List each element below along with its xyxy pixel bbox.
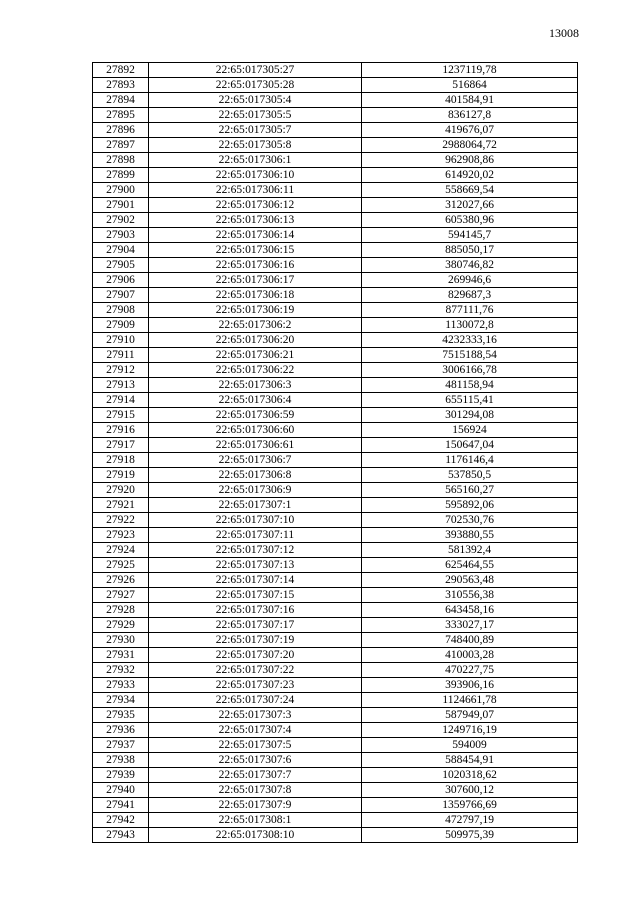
cadastral-number-cell: 22:65:017307:6 bbox=[149, 753, 362, 768]
cadastral-number-cell: 22:65:017307:11 bbox=[149, 528, 362, 543]
cadastral-value-cell: 312027,66 bbox=[362, 198, 578, 213]
row-number-cell: 27894 bbox=[93, 93, 149, 108]
cadastral-number-cell: 22:65:017307:20 bbox=[149, 648, 362, 663]
table-row bbox=[93, 273, 578, 288]
row-number-cell: 27928 bbox=[93, 603, 149, 618]
cadastral-number-cell: 22:65:017306:13 bbox=[149, 213, 362, 228]
cadastral-number-cell: 22:65:017306:59 bbox=[149, 408, 362, 423]
cadastral-number-cell: 22:65:017307:4 bbox=[149, 723, 362, 738]
row-number-cell: 27935 bbox=[93, 708, 149, 723]
row-number-cell: 27916 bbox=[93, 423, 149, 438]
cadastral-number-cell: 22:65:017307:22 bbox=[149, 663, 362, 678]
cadastral-number-cell: 22:65:017305:28 bbox=[149, 78, 362, 93]
cadastral-number-cell: 22:65:017306:8 bbox=[149, 468, 362, 483]
table-row bbox=[93, 573, 578, 588]
cadastral-value-cell: 1359766,69 bbox=[362, 798, 578, 813]
table-row bbox=[93, 168, 578, 183]
row-number-cell: 27943 bbox=[93, 828, 149, 843]
cadastral-value-cell: 605380,96 bbox=[362, 213, 578, 228]
cadastral-number-cell: 22:65:017305:4 bbox=[149, 93, 362, 108]
cadastral-value-cell: 595892,06 bbox=[362, 498, 578, 513]
row-number-cell: 27901 bbox=[93, 198, 149, 213]
cadastral-value-cell: 470227,75 bbox=[362, 663, 578, 678]
table-row bbox=[93, 603, 578, 618]
table-row bbox=[93, 393, 578, 408]
cadastral-value-cell: 509975,39 bbox=[362, 828, 578, 843]
table-row bbox=[93, 453, 578, 468]
table-row bbox=[93, 348, 578, 363]
cadastral-number-cell: 22:65:017306:2 bbox=[149, 318, 362, 333]
row-number-cell: 27917 bbox=[93, 438, 149, 453]
table-row bbox=[93, 738, 578, 753]
table-row bbox=[93, 768, 578, 783]
table-row bbox=[93, 618, 578, 633]
table-row bbox=[93, 138, 578, 153]
cadastral-value-cell: 1176146,4 bbox=[362, 453, 578, 468]
cadastral-value-cell: 702530,76 bbox=[362, 513, 578, 528]
table-row bbox=[93, 93, 578, 108]
table-row bbox=[93, 783, 578, 798]
cadastral-number-cell: 22:65:017307:7 bbox=[149, 768, 362, 783]
page-number: 13008 bbox=[549, 26, 579, 40]
row-number-cell: 27926 bbox=[93, 573, 149, 588]
cadastral-value-cell: 836127,8 bbox=[362, 108, 578, 123]
table-row bbox=[93, 243, 578, 258]
row-number-cell: 27892 bbox=[93, 63, 149, 78]
cadastral-value-cell: 614920,02 bbox=[362, 168, 578, 183]
cadastral-number-cell: 22:65:017306:18 bbox=[149, 288, 362, 303]
cadastral-value-cell: 7515188,54 bbox=[362, 348, 578, 363]
row-number-cell: 27914 bbox=[93, 393, 149, 408]
table-body bbox=[93, 63, 578, 843]
cadastral-number-cell: 22:65:017307:8 bbox=[149, 783, 362, 798]
row-number-cell: 27915 bbox=[93, 408, 149, 423]
table-row bbox=[93, 318, 578, 333]
table-row bbox=[93, 663, 578, 678]
table-row bbox=[93, 708, 578, 723]
cadastral-value-cell: 1249716,19 bbox=[362, 723, 578, 738]
cadastral-value-cell: 393880,55 bbox=[362, 528, 578, 543]
row-number-cell: 27896 bbox=[93, 123, 149, 138]
cadastral-value-cell: 877111,76 bbox=[362, 303, 578, 318]
cadastral-value-cell: 380746,82 bbox=[362, 258, 578, 273]
cadastral-value-cell: 516864 bbox=[362, 78, 578, 93]
cadastral-value-cell: 885050,17 bbox=[362, 243, 578, 258]
cadastral-value-cell: 1237119,78 bbox=[362, 63, 578, 78]
cadastral-value-table bbox=[92, 62, 578, 843]
table-row bbox=[93, 678, 578, 693]
cadastral-number-cell: 22:65:017305:27 bbox=[149, 63, 362, 78]
row-number-cell: 27903 bbox=[93, 228, 149, 243]
cadastral-number-cell: 22:65:017306:22 bbox=[149, 363, 362, 378]
cadastral-value-cell: 2988064,72 bbox=[362, 138, 578, 153]
cadastral-number-cell: 22:65:017307:13 bbox=[149, 558, 362, 573]
table-row bbox=[93, 723, 578, 738]
cadastral-number-cell: 22:65:017307:5 bbox=[149, 738, 362, 753]
cadastral-value-cell: 290563,48 bbox=[362, 573, 578, 588]
cadastral-value-cell: 472797,19 bbox=[362, 813, 578, 828]
cadastral-number-cell: 22:65:017305:5 bbox=[149, 108, 362, 123]
cadastral-value-cell: 587949,07 bbox=[362, 708, 578, 723]
table-row bbox=[93, 78, 578, 93]
cadastral-number-cell: 22:65:017306:61 bbox=[149, 438, 362, 453]
cadastral-number-cell: 22:65:017306:3 bbox=[149, 378, 362, 393]
cadastral-number-cell: 22:65:017306:60 bbox=[149, 423, 362, 438]
cadastral-number-cell: 22:65:017306:10 bbox=[149, 168, 362, 183]
cadastral-value-cell: 307600,12 bbox=[362, 783, 578, 798]
cadastral-value-cell: 829687,3 bbox=[362, 288, 578, 303]
table-row bbox=[93, 153, 578, 168]
cadastral-number-cell: 22:65:017306:16 bbox=[149, 258, 362, 273]
table-row bbox=[93, 468, 578, 483]
cadastral-value-cell: 393906,16 bbox=[362, 678, 578, 693]
cadastral-number-cell: 22:65:017307:16 bbox=[149, 603, 362, 618]
cadastral-number-cell: 22:65:017305:8 bbox=[149, 138, 362, 153]
row-number-cell: 27912 bbox=[93, 363, 149, 378]
cadastral-value-cell: 410003,28 bbox=[362, 648, 578, 663]
row-number-cell: 27906 bbox=[93, 273, 149, 288]
cadastral-number-cell: 22:65:017308:10 bbox=[149, 828, 362, 843]
row-number-cell: 27939 bbox=[93, 768, 149, 783]
cadastral-value-cell: 1124661,78 bbox=[362, 693, 578, 708]
table-row bbox=[93, 543, 578, 558]
cadastral-number-cell: 22:65:017307:14 bbox=[149, 573, 362, 588]
cadastral-number-cell: 22:65:017306:20 bbox=[149, 333, 362, 348]
cadastral-value-cell: 301294,08 bbox=[362, 408, 578, 423]
row-number-cell: 27940 bbox=[93, 783, 149, 798]
row-number-cell: 27919 bbox=[93, 468, 149, 483]
row-number-cell: 27934 bbox=[93, 693, 149, 708]
cadastral-number-cell: 22:65:017306:1 bbox=[149, 153, 362, 168]
row-number-cell: 27905 bbox=[93, 258, 149, 273]
cadastral-value-cell: 333027,17 bbox=[362, 618, 578, 633]
cadastral-number-cell: 22:65:017307:15 bbox=[149, 588, 362, 603]
row-number-cell: 27942 bbox=[93, 813, 149, 828]
row-number-cell: 27929 bbox=[93, 618, 149, 633]
table-row bbox=[93, 213, 578, 228]
cadastral-value-cell: 4232333,16 bbox=[362, 333, 578, 348]
cadastral-value-cell: 419676,07 bbox=[362, 123, 578, 138]
cadastral-value-cell: 588454,91 bbox=[362, 753, 578, 768]
table-row bbox=[93, 228, 578, 243]
cadastral-value-cell: 565160,27 bbox=[362, 483, 578, 498]
cadastral-value-cell: 655115,41 bbox=[362, 393, 578, 408]
row-number-cell: 27911 bbox=[93, 348, 149, 363]
cadastral-value-cell: 3006166,78 bbox=[362, 363, 578, 378]
cadastral-number-cell: 22:65:017307:19 bbox=[149, 633, 362, 648]
cadastral-value-cell: 401584,91 bbox=[362, 93, 578, 108]
table-row bbox=[93, 378, 578, 393]
cadastral-value-cell: 310556,38 bbox=[362, 588, 578, 603]
row-number-cell: 27927 bbox=[93, 588, 149, 603]
table-row bbox=[93, 408, 578, 423]
table-row bbox=[93, 558, 578, 573]
table-row bbox=[93, 633, 578, 648]
cadastral-number-cell: 22:65:017306:12 bbox=[149, 198, 362, 213]
cadastral-number-cell: 22:65:017306:17 bbox=[149, 273, 362, 288]
cadastral-number-cell: 22:65:017307:9 bbox=[149, 798, 362, 813]
row-number-cell: 27921 bbox=[93, 498, 149, 513]
row-number-cell: 27924 bbox=[93, 543, 149, 558]
cadastral-value-cell: 581392,4 bbox=[362, 543, 578, 558]
cadastral-number-cell: 22:65:017307:23 bbox=[149, 678, 362, 693]
row-number-cell: 27904 bbox=[93, 243, 149, 258]
table-row bbox=[93, 528, 578, 543]
table-row bbox=[93, 108, 578, 123]
row-number-cell: 27936 bbox=[93, 723, 149, 738]
cadastral-value-cell: 962908,86 bbox=[362, 153, 578, 168]
cadastral-number-cell: 22:65:017307:12 bbox=[149, 543, 362, 558]
row-number-cell: 27937 bbox=[93, 738, 149, 753]
row-number-cell: 27925 bbox=[93, 558, 149, 573]
table-row bbox=[93, 423, 578, 438]
table-row bbox=[93, 828, 578, 843]
row-number-cell: 27909 bbox=[93, 318, 149, 333]
row-number-cell: 27923 bbox=[93, 528, 149, 543]
cadastral-number-cell: 22:65:017307:24 bbox=[149, 693, 362, 708]
row-number-cell: 27931 bbox=[93, 648, 149, 663]
cadastral-number-cell: 22:65:017305:7 bbox=[149, 123, 362, 138]
table-row bbox=[93, 123, 578, 138]
row-number-cell: 27907 bbox=[93, 288, 149, 303]
row-number-cell: 27908 bbox=[93, 303, 149, 318]
table-row bbox=[93, 483, 578, 498]
row-number-cell: 27898 bbox=[93, 153, 149, 168]
row-number-cell: 27899 bbox=[93, 168, 149, 183]
cadastral-value-cell: 481158,94 bbox=[362, 378, 578, 393]
table-row bbox=[93, 63, 578, 78]
cadastral-value-cell: 748400,89 bbox=[362, 633, 578, 648]
cadastral-value-cell: 1130072,8 bbox=[362, 318, 578, 333]
row-number-cell: 27893 bbox=[93, 78, 149, 93]
cadastral-value-cell: 269946,6 bbox=[362, 273, 578, 288]
cadastral-value-cell: 156924 bbox=[362, 423, 578, 438]
table-row bbox=[93, 288, 578, 303]
row-number-cell: 27913 bbox=[93, 378, 149, 393]
table-row bbox=[93, 198, 578, 213]
table-row bbox=[93, 648, 578, 663]
cadastral-number-cell: 22:65:017307:10 bbox=[149, 513, 362, 528]
row-number-cell: 27895 bbox=[93, 108, 149, 123]
cadastral-number-cell: 22:65:017306:14 bbox=[149, 228, 362, 243]
cadastral-number-cell: 22:65:017308:1 bbox=[149, 813, 362, 828]
table-row bbox=[93, 588, 578, 603]
table-row bbox=[93, 798, 578, 813]
cadastral-number-cell: 22:65:017307:17 bbox=[149, 618, 362, 633]
row-number-cell: 27897 bbox=[93, 138, 149, 153]
cadastral-number-cell: 22:65:017306:4 bbox=[149, 393, 362, 408]
table-row bbox=[93, 438, 578, 453]
cadastral-number-cell: 22:65:017306:11 bbox=[149, 183, 362, 198]
cadastral-number-cell: 22:65:017306:21 bbox=[149, 348, 362, 363]
cadastral-value-cell: 1020318,62 bbox=[362, 768, 578, 783]
row-number-cell: 27938 bbox=[93, 753, 149, 768]
table-row bbox=[93, 183, 578, 198]
table-row bbox=[93, 363, 578, 378]
table-row bbox=[93, 753, 578, 768]
cadastral-number-cell: 22:65:017306:7 bbox=[149, 453, 362, 468]
row-number-cell: 27920 bbox=[93, 483, 149, 498]
table-row bbox=[93, 498, 578, 513]
cadastral-value-cell: 594009 bbox=[362, 738, 578, 753]
cadastral-number-cell: 22:65:017306:9 bbox=[149, 483, 362, 498]
cadastral-number-cell: 22:65:017307:1 bbox=[149, 498, 362, 513]
cadastral-value-cell: 558669,54 bbox=[362, 183, 578, 198]
row-number-cell: 27932 bbox=[93, 663, 149, 678]
table-row bbox=[93, 258, 578, 273]
cadastral-value-cell: 150647,04 bbox=[362, 438, 578, 453]
cadastral-number-cell: 22:65:017306:15 bbox=[149, 243, 362, 258]
row-number-cell: 27900 bbox=[93, 183, 149, 198]
cadastral-value-cell: 594145,7 bbox=[362, 228, 578, 243]
cadastral-number-cell: 22:65:017307:3 bbox=[149, 708, 362, 723]
table-row bbox=[93, 813, 578, 828]
row-number-cell: 27941 bbox=[93, 798, 149, 813]
row-number-cell: 27933 bbox=[93, 678, 149, 693]
table-row bbox=[93, 693, 578, 708]
table-row bbox=[93, 333, 578, 348]
row-number-cell: 27922 bbox=[93, 513, 149, 528]
row-number-cell: 27902 bbox=[93, 213, 149, 228]
table-row bbox=[93, 303, 578, 318]
cadastral-number-cell: 22:65:017306:19 bbox=[149, 303, 362, 318]
row-number-cell: 27930 bbox=[93, 633, 149, 648]
cadastral-value-cell: 537850,5 bbox=[362, 468, 578, 483]
row-number-cell: 27918 bbox=[93, 453, 149, 468]
table-row bbox=[93, 513, 578, 528]
cadastral-value-cell: 643458,16 bbox=[362, 603, 578, 618]
cadastral-value-cell: 625464,55 bbox=[362, 558, 578, 573]
row-number-cell: 27910 bbox=[93, 333, 149, 348]
